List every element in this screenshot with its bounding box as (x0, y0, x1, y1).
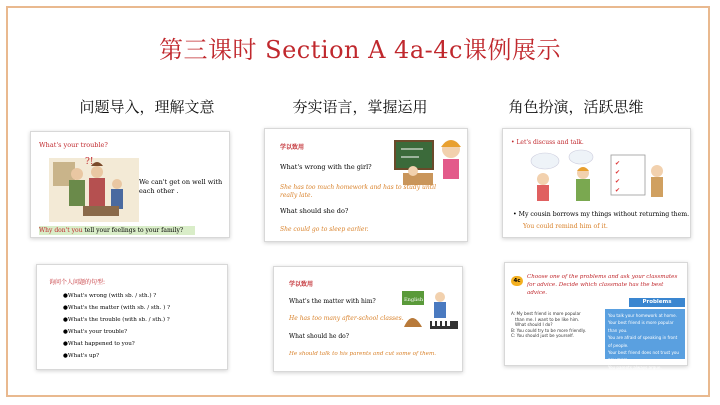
svg-text:✔: ✔ (615, 187, 621, 194)
after-school-classes-illustration (400, 287, 462, 335)
card2-q2: What should she do? (280, 207, 349, 215)
svg-text:?!: ?! (85, 157, 94, 167)
dialogue-line: B: You could try to be more friendly. (511, 327, 586, 333)
card6-badge: 4c (511, 276, 523, 286)
lesson-card-5[interactable] (273, 266, 463, 372)
card5-q2: What should he do? (289, 333, 350, 340)
card1-prompt-red: Why don't you (39, 227, 83, 234)
card2-q1: What's wrong with the girl? (280, 163, 372, 171)
card4-item: ●What happened to you? (63, 341, 135, 347)
dialogue-line: A: My best friend is more popular (511, 311, 581, 316)
lesson-card-4[interactable] (36, 264, 228, 370)
card4-item: ●What's your trouble? (63, 329, 128, 335)
problem-item: You are afraid of speaking in front of people. (608, 335, 678, 348)
card4-item: ●What's the trouble (with sb. / sth.) ? (63, 317, 170, 323)
column-heading-1: 问题导入，理解文意 (79, 98, 215, 116)
page-title: 第三课时 Section A 4a-4c课例展示 (159, 36, 561, 64)
svg-text:✔: ✔ (615, 169, 621, 176)
problems-list (605, 309, 685, 370)
problem-item: Your best friend does not trust you any more. (608, 350, 679, 363)
card3-answer: You could remind him of it. (523, 223, 608, 230)
dialogue-line: What should I do? (511, 322, 553, 328)
lesson-card-3[interactable] (502, 128, 691, 238)
problems-title: Problems (629, 298, 685, 307)
svg-text:✔: ✔ (615, 160, 621, 167)
svg-text:✔: ✔ (615, 178, 621, 185)
card4-heading: 询问个人问题的句型: (49, 279, 106, 286)
card6-dialogue (511, 311, 586, 339)
column-heading-3: 角色扮演，活跃思维 (508, 98, 644, 116)
card6-instruction: Choose one of the problems and ask your classmates for advice. Decide which classmate has the best advice. (527, 274, 678, 296)
lesson-card-2[interactable] (264, 128, 468, 242)
card2-tag: 学以致用 (280, 144, 305, 151)
column-heading-2: 夯实语言，掌握运用 (292, 98, 428, 116)
card2-a2: She could go to sleep earlier. (280, 226, 369, 233)
card4-item: ●What's up? (63, 353, 100, 359)
dialogue-line: than me. I want to be like him. (511, 316, 580, 322)
problem-item: You talk your homework at home. (608, 313, 677, 318)
problem-item: Your best friend is more popular than you. (608, 320, 674, 333)
card3-line: • My cousin borrows my things without returning them. (513, 211, 690, 218)
lesson-card-1[interactable] (30, 131, 230, 238)
card1-question: What's your trouble? (39, 141, 108, 149)
card1-prompt-rest: tell your feelings to your family? (82, 227, 184, 234)
book-label: English (404, 297, 424, 303)
card5-q1: What's the matter with him? (289, 298, 376, 305)
dialogue-line: C: You should just be yourself. (511, 333, 574, 339)
card2-a1: She has too much homework and has to study until really late. (280, 184, 436, 199)
card3-tag: • Let's discuss and talk. (511, 139, 584, 146)
problem-item: You parents always argue. (608, 364, 662, 370)
card5-tag: 学以致用 (289, 281, 314, 288)
card5-a1: He has too many after-school classes. (289, 315, 404, 322)
card1-prompt (39, 226, 195, 235)
card5-a2: He should talk to his parents and cut some of them. (289, 351, 437, 357)
card4-item: ●What's the matter (with sb. / sth. ) ? (63, 305, 171, 311)
discussion-illustration (525, 149, 675, 204)
lesson-card-6[interactable] (504, 262, 688, 370)
card1-speech: We can't get on well with each other . (139, 178, 223, 195)
arguing-family-illustration (47, 154, 142, 226)
card4-item: ●What's wrong (with sb. / sth.) ? (63, 293, 157, 299)
girl-studying-illustration (393, 133, 467, 189)
